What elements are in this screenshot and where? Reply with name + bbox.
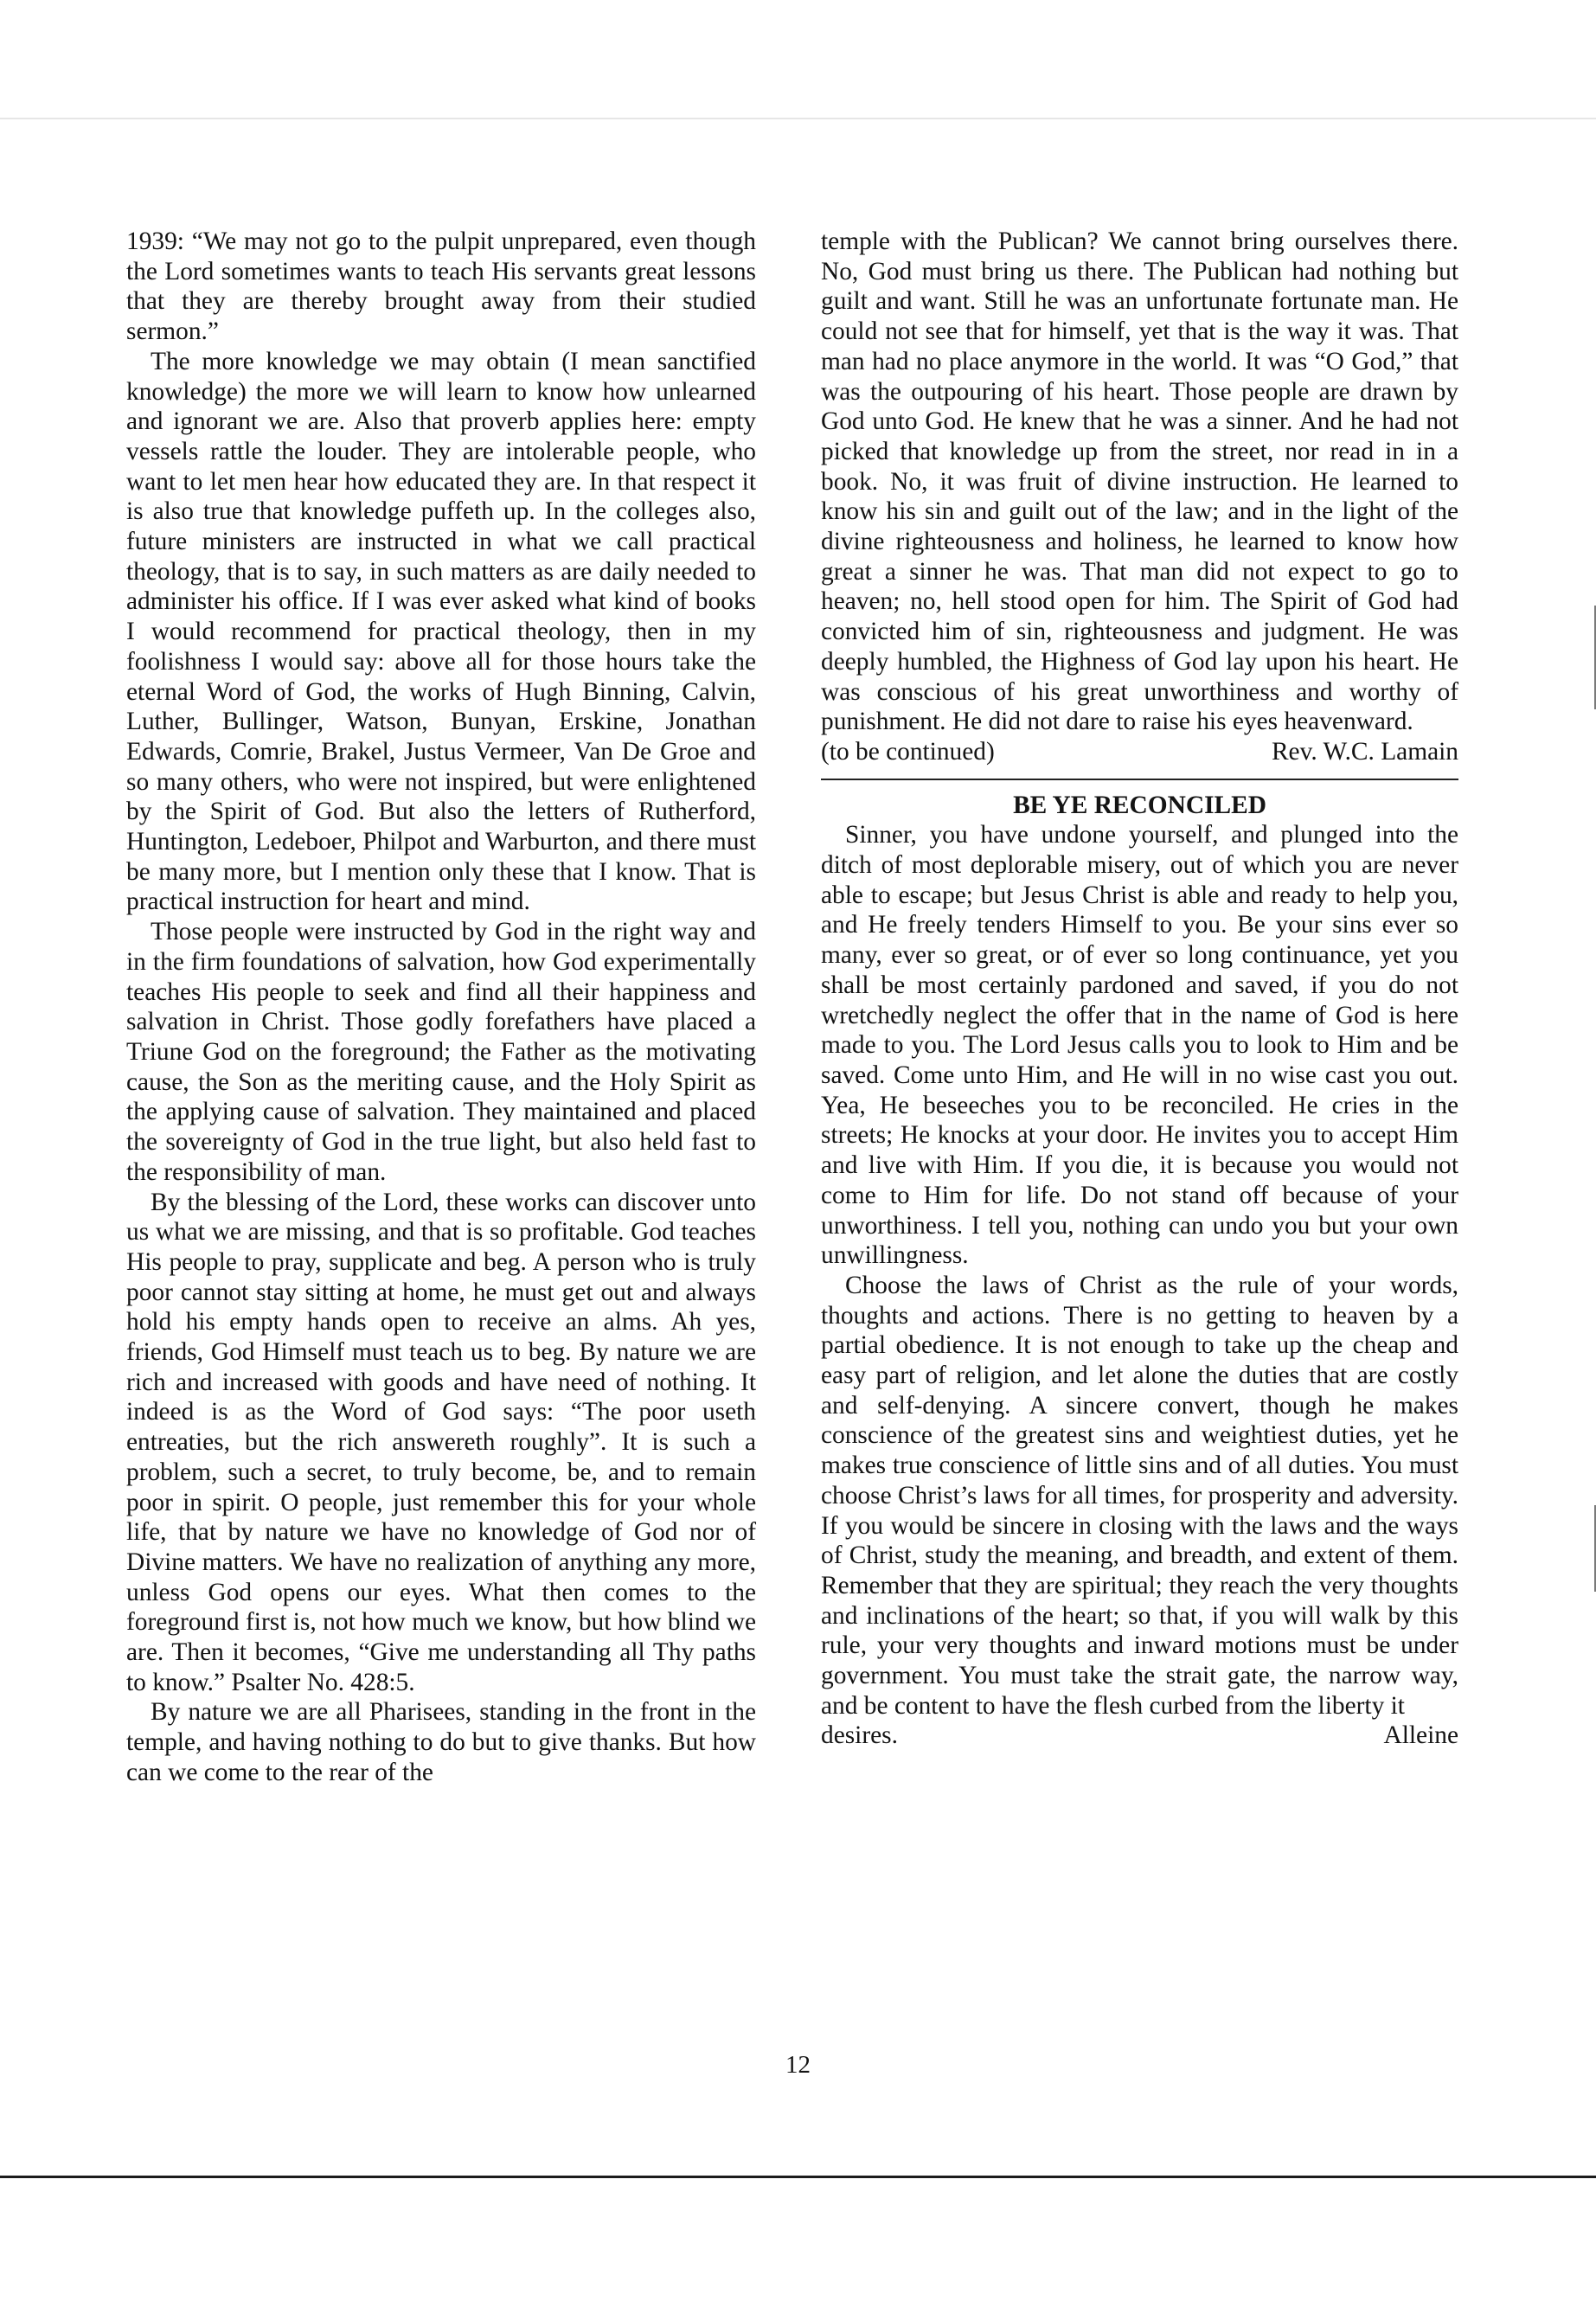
closing-line: [821, 1721, 1458, 1751]
section-heading: BE YE RECONCILED: [1013, 791, 1266, 819]
paragraph: Choose the laws of Christ as the rule of your words, thoughts and actions. There is no getting to heaven by a partial obedience. It is not enough to take up the cheap and easy part of religion, and let alone the duties that are costly and self-denying. A sincere convert, though he makes conscience of the greatest sins and weightiest duties, yet he makes true conscience of little sins and of all duties. You must choose Christ’s laws for all times, for prosperity and adversity. If you would be sincere in closing with the laws and the ways of Christ, study the meaning, and breadth, and extent of them. Remember that they are spiritual; they reach the very thoughts and inclinations of the heart; so that, if you will walk by this rule, your very thoughts and inward motions must be under government. You must take the strait gate, the narrow way, and be content to have the flesh curbed from the liberty it: [821, 1271, 1458, 1720]
paragraph: Those people were instructed by God in the right way and in the firm foundations of salvation, how God experimentally teaches His people to seek and find all their happiness and salvation in Christ. Those godly forefathers have placed a Triune God on the foreground; the Father as the motivating cause, the Son as the meriting cause, and the Holy Spirit as the applying cause of salvation. They maintained and placed the sovereignty of God in the true light, but also held fast to the responsibility of man.: [126, 918, 756, 1186]
paragraph: 1939: “We may not go to the pulpit unprepared, even though the Lord sometimes wants to teach His servants great lessons that they are thereby brought away from their studied sermon.”: [126, 228, 756, 346]
author-byline: Rev. W.C. Lamain: [1271, 737, 1458, 766]
paragraph: temple with the Publican? We cannot bring ourselves there. No, God must bring us there. The Publican had nothing but guilt and want. Still he was an unfortunate fortunate man. He could not see that for himself, yet that is the way it was. That man had no place anymore in the world. It was “O God,” that was the outpouring of his heart. Those people are drawn by God unto God. He knew that he was a sinner. And he had not picked that knowledge up from the street, nor read in in a book. No, it was fruit of divine instruction. He learned to know his sin and guilt out of the law; and in the light of the divine righteousness and holiness, he learned to know how great a sinner he was. That man did not expect to go to heaven; no, hell stood open for him. The Spirit of God had convicted him of sin, righteousness and judgment. He was deeply humbled, the Highness of God lay upon his heart. He was conscious of his great unworthiness and worthy of punishment. He did not dare to raise his eyes heavenward.: [821, 228, 1458, 736]
paragraph: The more knowledge we may obtain (I mean sanctified knowledge) the more we will learn to know how unlearned and ignorant we are. Also that proverb applies here: empty vessels rattle the louder. They are intolerable people, who want to let men hear how educated they are. In that respect it is also true that knowledge puffeth up. In the colleges also, future ministers are instructed in what we call practical theology, that is to say, in such matters as are daily needed to administer his office. If I was ever asked what kind of books I would recommend for practical theology, then in my foolishness I would say: above all for those hours take the eternal Word of God, the works of Hugh Binning, Calvin, Luther, Bullinger, Watson, Bunyan, Erskine, Jonathan Edwards, Comrie, Brakel, Justus Vermeer, Van De Groe and so many others, who were not inspired, but were enlightened by the Spirit of God. But also the letters of Rutherford, Huntington, Ledeboer, Philpot and Warburton, and there must be many more, but I mention only these that I know. That is practical instruction for heart and mind.: [126, 347, 756, 916]
page-bottom-edge: [0, 2176, 1596, 2178]
left-column: [126, 227, 756, 1788]
scan-top-margin: [0, 0, 1596, 119]
article-signoff: [821, 737, 1458, 767]
right-column: [821, 227, 1458, 1751]
continued-note: (to be continued): [821, 737, 995, 766]
paragraph: By nature we are all Pharisees, standing in the front in the temple, and having nothing to do but to give thanks. But how can we come to the rear of the: [126, 1698, 756, 1786]
paragraph: By the blessing of the Lord, these works can discover unto us what we are missing, and that is so profitable. God teaches His people to pray, supplicate and beg. A person who is truly poor cannot stay sitting at home, he must get out and always hold his empty hands open to receive an alms. Ah yes, friends, God Himself must teach us to beg. By nature we are rich and increased with goods and have need of nothing. It indeed is as the Word of God says: “The poor useth entreaties, but the rich answereth roughly”. It is such a problem, such a secret, to truly become, be, and to remain poor in spirit. O people, just remember this for your whole life, that by nature we have no knowledge of God nor of Divine matters. We have no realization of anything any more, unless God opens our eyes. What then comes to the foreground first is, not how much we know, but how blind we are. Then it becomes, “Give me understanding all Thy paths to know.” Psalter No. 428:5.: [126, 1188, 756, 1696]
section-divider: [821, 779, 1458, 780]
paragraph: Sinner, you have undone yourself, and plunged into the ditch of most deplorable misery, out of which you are never able to escape; but Jesus Christ is able and ready to help you, and He freely tenders Himself to you. Be your sins ever so many, ever so great, or of ever so long continuance, yet you shall be most certainly pardoned and saved, if you do not wretchedly neglect the offer that in the name of God is here made to you. The Lord Jesus calls you to look to Him and be saved. Come unto Him, and He will in no wise cast you out. Yea, He beseeches you to be reconciled. He cries in the streets; He knocks at your door. He invites you to accept Him and live with Him. If you die, it is because you would not come to Him for life. Do not stand off because of your unworthiness. I tell you, nothing can undo you but your own unwillingness.: [821, 821, 1458, 1270]
page-number: 12: [785, 2051, 811, 2079]
author-byline: Alleine: [1383, 1721, 1458, 1750]
closing-text: desires.: [821, 1721, 898, 1750]
